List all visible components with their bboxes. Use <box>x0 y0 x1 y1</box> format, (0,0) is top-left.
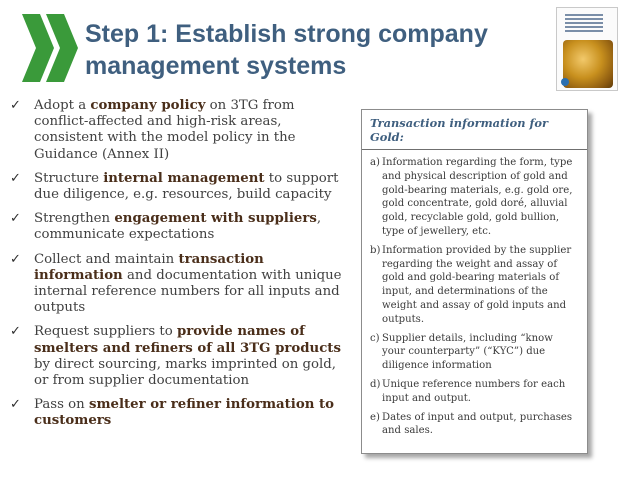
check-icon: ✓ <box>10 324 21 340</box>
bullet-text-post: on 3TG from conflict-affected and high-risk areas, consistent with the model policy in the Guidance (Annex II) <box>34 98 296 162</box>
bullet-text-pre: Request suppliers to <box>34 324 177 340</box>
box-item-text: Dates of input and output, purchases and sales. <box>382 411 573 437</box>
cover-emblem <box>561 78 569 86</box>
oecd-logo <box>20 6 82 90</box>
box-item-text: Information provided by the supplier regarding the weight and assay of gold and gold-bearing materials of input, and determinations of the weight and assay of gold inputs and outputs. <box>382 244 572 325</box>
bullet-text-post: to support due diligence, e.g. resources, build capacity <box>34 170 339 203</box>
box-item-label: a) <box>370 157 380 168</box>
bullet-text-bold: engagement with suppliers <box>114 211 317 227</box>
box-divider <box>362 149 587 150</box>
bullet-item <box>8 397 353 429</box>
guidance-cover-thumbnail <box>556 7 618 91</box>
bullet-text-post: , communicate expectations <box>34 211 322 243</box>
box-list-item <box>370 332 579 373</box>
cover-gold-image <box>563 40 613 88</box>
bullet-item <box>8 211 353 243</box>
transaction-info-box <box>361 109 588 454</box>
bullet-item <box>8 171 353 203</box>
check-icon: ✓ <box>10 170 21 186</box>
cover-text-lines <box>565 14 603 34</box>
bullet-text-bold: internal management <box>103 170 265 186</box>
box-list-item <box>370 156 579 239</box>
box-item-label: d) <box>370 378 381 390</box>
bullet-text-bold: provide names of smelters and refiners of all 3TG products <box>34 324 341 356</box>
bullet-text-bold: transaction information <box>34 251 264 283</box>
bullet-text-post: by direct sourcing, marks imprinted on gold, or from supplier documentation <box>34 356 337 389</box>
bullet-item <box>8 324 353 389</box>
check-icon: ✓ <box>10 98 21 113</box>
check-icon: ✓ <box>10 397 21 413</box>
box-item-label: c) <box>370 332 380 344</box>
step-bullet-list <box>8 98 353 438</box>
box-item-label: e) <box>370 411 380 423</box>
box-item-list <box>370 156 579 438</box>
check-icon: ✓ <box>10 251 21 267</box>
box-item-text: Supplier details, including “know your counterparty” (“KYC”) due diligence information <box>382 332 553 372</box>
bullet-text-pre: Strengthen <box>34 211 115 227</box>
box-list-item <box>370 244 579 327</box>
bullet-text-pre: Pass on <box>34 397 89 413</box>
bullet-text-bold: company policy <box>90 98 206 113</box>
box-title: Transaction information for Gold: <box>370 116 548 144</box>
bullet-text-bold: smelter or refiner information to customers <box>34 397 335 429</box>
bullet-item <box>8 98 353 163</box>
box-item-label: b) <box>370 244 381 256</box>
logo-chevron-left <box>22 14 54 82</box>
box-item-text: Unique reference numbers for each input and output. <box>382 378 566 404</box>
bullet-text-pre: Structure <box>34 170 104 186</box>
bullet-text-post: and documentation with unique internal reference numbers for all inputs and outputs <box>34 267 342 316</box>
box-list-item <box>370 411 579 439</box>
bullet-text-pre: Collect and maintain <box>34 251 179 267</box>
page-title: Step 1: Establish strong company management systems <box>85 20 488 80</box>
box-list-item <box>370 378 579 406</box>
box-item-text: Information regarding the form, type and physical description of gold and gold-bearing materials, e.g. gold ore, gold concentrate, gold doré, alluvial gold, recyclable gold, gold bullion, type of jewellery, etc. <box>382 157 573 237</box>
bullet-item <box>8 252 353 317</box>
bullet-text-pre: Adopt a <box>34 98 91 113</box>
check-icon: ✓ <box>10 211 21 227</box>
